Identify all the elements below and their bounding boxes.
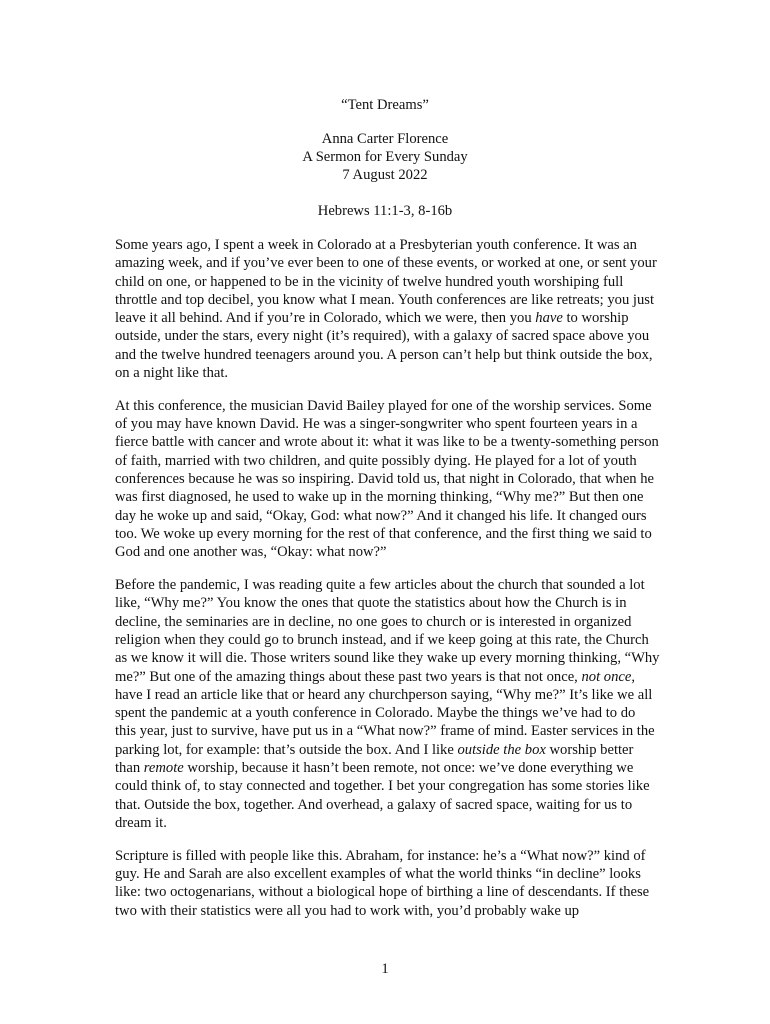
p1-text-b: to worship outside, under the stars, every night (it’s required), with a galaxy of sacred space above you and the twelve hundred teenagers around you. A person can’t help but think outside the box, on a night like that. — [115, 310, 653, 382]
p3-emphasis-remote: remote — [143, 760, 184, 777]
page-number: 1 — [381, 961, 389, 977]
series-name: A Sermon for Every Sunday — [302, 149, 468, 165]
sermon-title: “Tent Dreams” — [341, 97, 429, 113]
p1-emphasis-have: have — [535, 310, 563, 327]
p3-text-c: worship better than — [115, 741, 634, 777]
p3-text-d: worship, because it hasn’t been remote, not once: we’ve done everything we could think of, to stay connected and together. I bet your congregation has some stories like that. Outside the box, together. And overhead, a galaxy of sacred space, waiting for us to dream it. — [115, 760, 650, 831]
sermon-date: 7 August 2022 — [342, 167, 428, 183]
paragraph-1 — [115, 236, 660, 382]
paragraph-2: At this conference, the musician David Bailey played for one of the worship services. Some of you may have known David. He was a singer-songwriter who spent fourteen years in a fierce battle with cancer and wrote about it: what it was like to be a twenty-something person of faith, married with two children, and quite possibly dying. He played for a lot of youth conferences because he was so inspiring. David told us, that night in Colorado, that when he was first diagnosed, he used to wake up in the morning thinking, “Why me?” But then one day he woke up and said, “Okay, God: what now?” And it changed his life. It changed ours too. We woke up every morning for the rest of that conference, and the first thing we said to God and one another was, “Okay: what now?” — [115, 397, 659, 561]
p3-text-b: , have I read an article like that or heard any churchperson saying, “Why me?” It’s like we all spent the pandemic at a youth conference in Colorado. Maybe the things we’ve had to do this year, just to survive, have put us in a “What now?” frame of mind. Easter services in the parking lot, for example: that’s outside the box. And I like — [115, 668, 655, 758]
p3-emphasis-not-once: not once — [581, 668, 632, 685]
author-name: Anna Carter Florence — [321, 131, 449, 147]
paragraph-3 — [115, 576, 660, 832]
p3-emphasis-outside-the-box: outside the box — [457, 741, 546, 758]
p1-text-a: Some years ago, I spent a week in Colorado at a Presbyterian youth conference. It was an amazing week, and if you’ve ever been to one of these events, or worked at one, or sent your child on one, or happened to be in the vicinity of twelve hundred youth worshiping full throttle and top decibel, you know what I mean. Youth conferences are like retreats; you just leave it all behind. And if you’re in Colorado, which we were, then you — [115, 237, 657, 327]
p3-text-a: Before the pandemic, I was reading quite a few articles about the church that sounded a lot like, “Why me?” You know the ones that quote the statistics about how the Church is in decline, the seminaries are in decline, no one goes to church or is interested in organized religion when they could go to brunch instead, and if we keep going at this rate, the Church as we know it will die. Those writers sound like they wake up every morning thinking, “Why me?” But one of the amazing things about these past two years is that not once, — [115, 577, 660, 685]
scripture-reference: Hebrews 11:1-3, 8-16b — [317, 203, 453, 219]
paragraph-4: Scripture is filled with people like this. Abraham, for instance: he’s a “What now?” kind of guy. He and Sarah are also excellent examples of what the world thinks “in decline” looks like: two octogenarians, without a biological hope of birthing a line of descendants. If these two with their statistics were all you had to work with, you’d probably wake up — [115, 847, 650, 919]
sermon-body — [115, 236, 660, 934]
